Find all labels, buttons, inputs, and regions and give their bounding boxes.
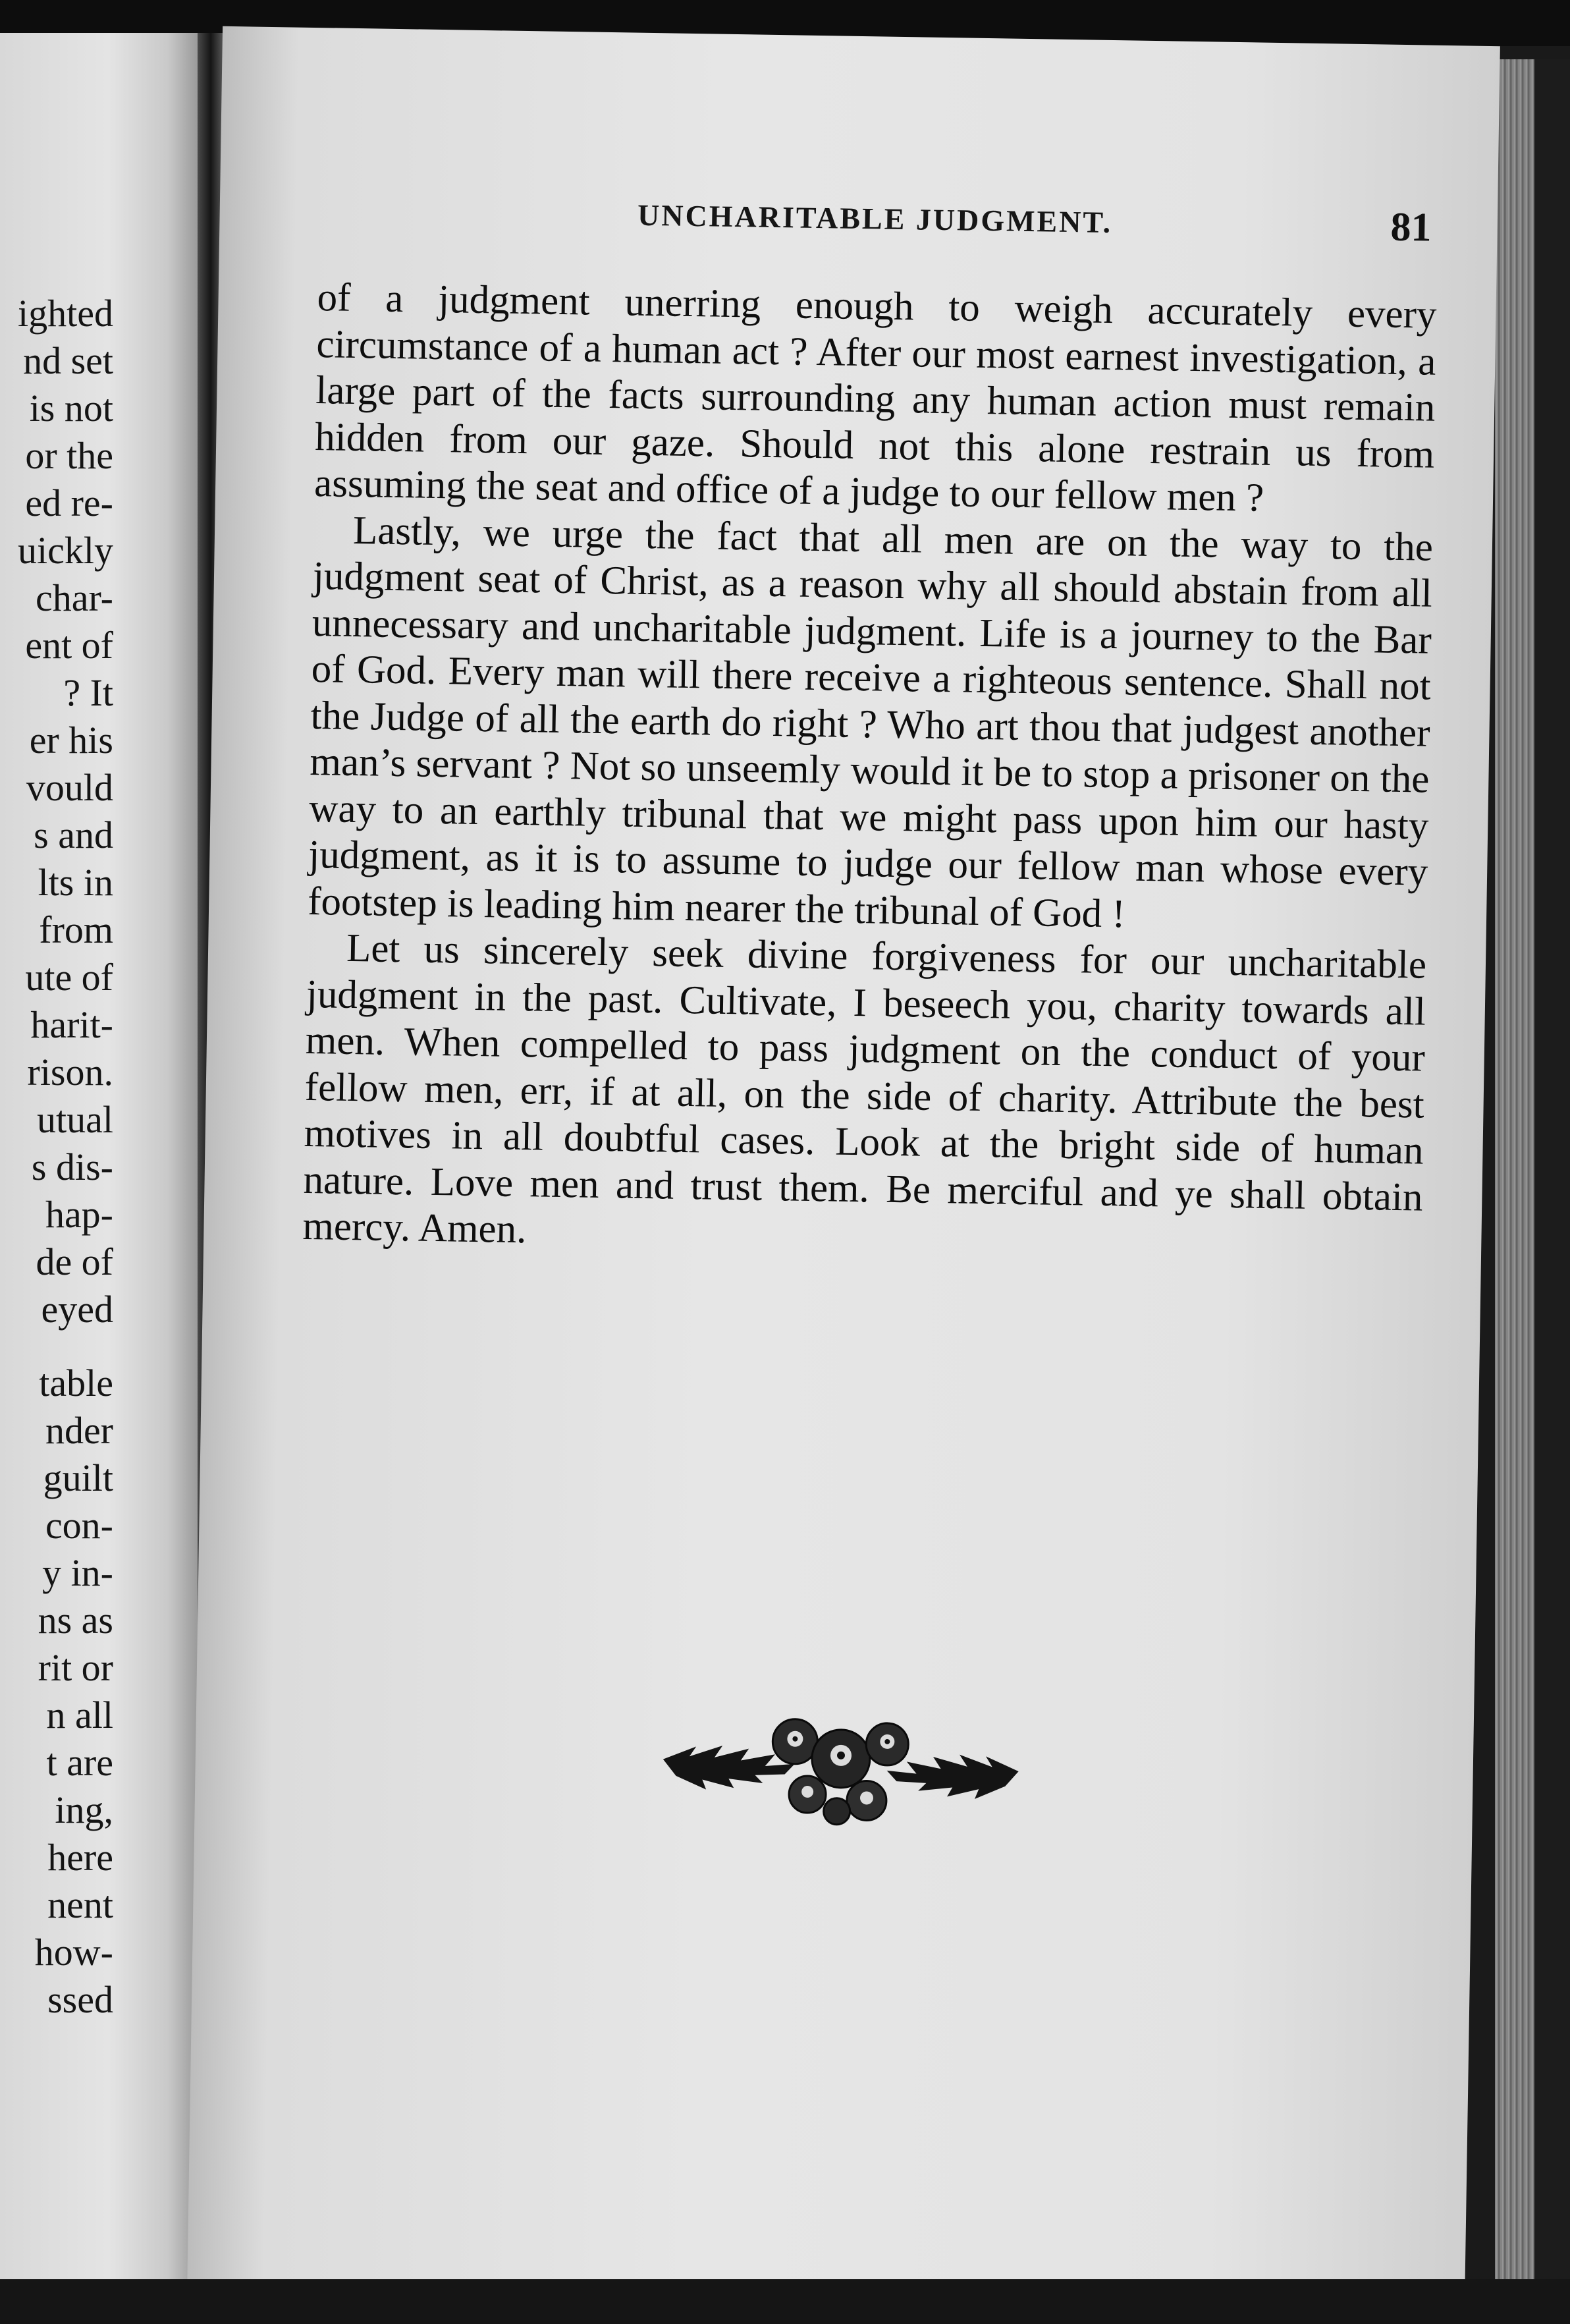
left-line: er his [29, 719, 113, 761]
left-line: rison. [27, 1051, 113, 1093]
left-line: or the [25, 434, 113, 477]
body-text [302, 275, 1437, 1267]
left-line: ighted [18, 292, 113, 335]
left-line: y in- [42, 1551, 113, 1594]
left-line: rit or [38, 1646, 113, 1689]
left-line: table [39, 1362, 113, 1404]
left-line: nd set [23, 339, 113, 382]
page-header [318, 192, 1432, 263]
left-line: nder [45, 1409, 113, 1452]
paragraph: of a judgment unerring enough to weigh accurately every circumstance of a human act ? After our most earnest investigation, a large part of the facts surrounding any human action must remain hidden from our gaze. Should not this alone restrain us from assuming the seat and office of a judge to our fellow men ? [313, 275, 1437, 520]
left-line: n all [46, 1694, 113, 1736]
left-line: ute of [25, 956, 113, 999]
left-line: ? It [63, 671, 113, 714]
bottom-dark-band [0, 2279, 1570, 2324]
left-line: char- [36, 576, 113, 619]
main-page [187, 26, 1500, 2306]
left-page-text [0, 290, 113, 2024]
floral-tailpiece-icon [649, 1693, 1033, 1837]
left-line: is not [29, 387, 113, 429]
left-line: lts in [38, 861, 113, 904]
left-line: vould [26, 766, 113, 809]
left-line: utual [37, 1098, 113, 1141]
left-line: ns as [38, 1599, 113, 1642]
left-line: s and [34, 814, 113, 856]
left-line: from [39, 908, 113, 951]
left-line: harit- [30, 1003, 113, 1046]
page-edge-shadow [1534, 59, 1570, 2324]
left-page [0, 33, 198, 2279]
left-line: con- [45, 1504, 113, 1547]
running-head: UNCHARITABLE JUDGMENT. [637, 198, 1113, 240]
left-line: how- [34, 1931, 113, 1974]
left-line: ing, [55, 1788, 113, 1831]
left-line: ed re- [25, 482, 113, 524]
left-line: nent [47, 1883, 113, 1926]
left-line: eyed [41, 1288, 113, 1331]
left-line: de of [36, 1240, 113, 1283]
left-line: t are [46, 1741, 113, 1784]
left-line: guilt [43, 1456, 113, 1499]
paragraph: Let us sincerely seek divine forgiveness for our uncharitable judgment in the past. Cultivate, I beseech you, charity towards all men. When compelled to pass judgment on the conduct of your fellow men, err, if at all, on the side of charity. Attribute the best motives in all doubtful cases. Look at the bright side of human nature. Love men and trust them. Be merciful and ye shall obtain mercy. Amen. [302, 926, 1427, 1252]
left-line: ssed [47, 1978, 113, 2021]
left-line: s dis- [31, 1146, 113, 1188]
left-line: ent of [25, 624, 113, 667]
page-number: 81 [1390, 204, 1432, 250]
left-line: here [47, 1836, 113, 1879]
paragraph: Lastly, we urge the fact that all men are on the way to the judgment seat of Christ, as a reason why all should abstain from all unnecessary and uncharitable judgment. Life is a journey to the Bar of God. Every man will there receive a righteous sentence. Shall not the Judge of all the earth do right ? Who art thou that judgest another man’s servant ? Not so unseemly would it be to stop a prisoner on the way to an earthly tribunal that we might pass upon him our hasty judgment, as it is to assume to judge our fellow man whose every footstep is leading him nearer the tribunal of God ! [307, 508, 1434, 936]
left-line: hap- [45, 1193, 113, 1236]
bleed-through-shadow [265, 1463, 1399, 1528]
left-line: uickly [18, 529, 113, 572]
